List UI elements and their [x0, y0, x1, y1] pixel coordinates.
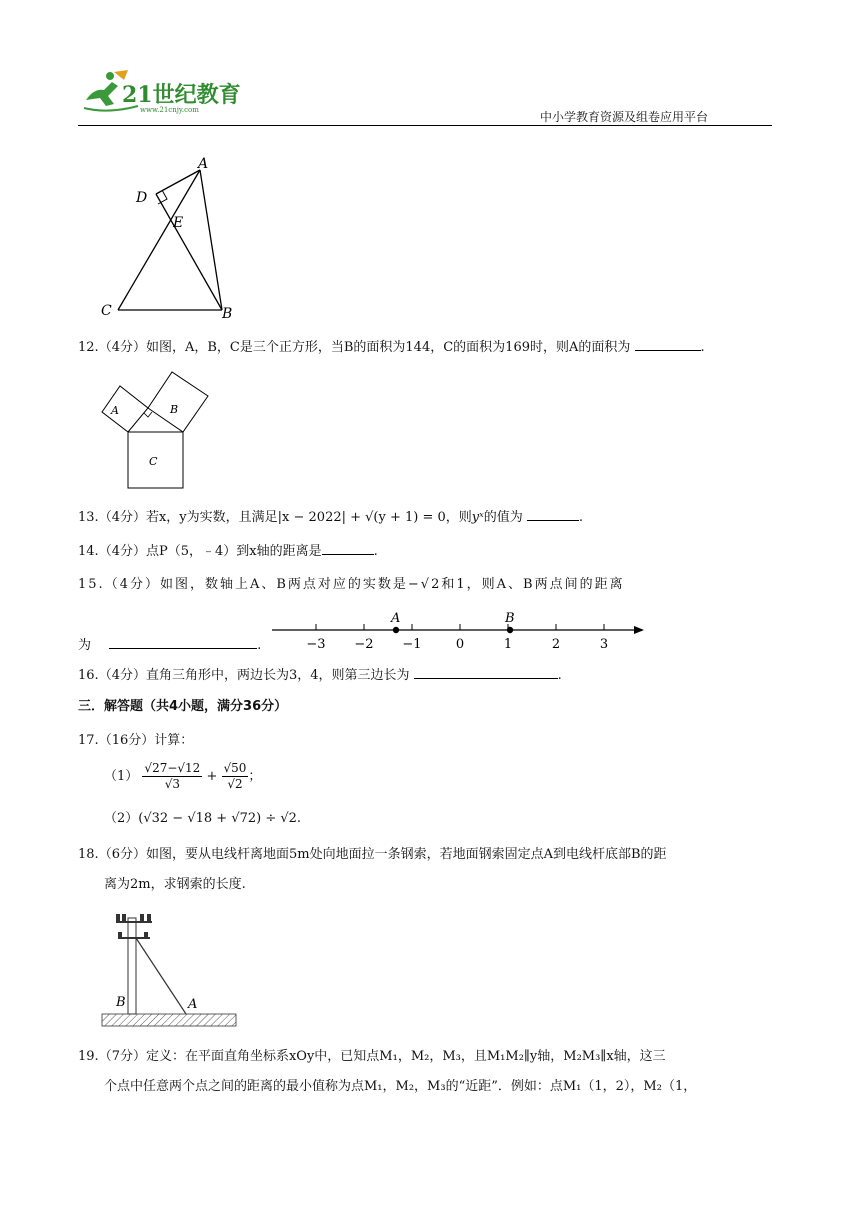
score: （4分）	[98, 340, 146, 355]
question-14	[78, 540, 378, 561]
label-B: B	[222, 306, 233, 322]
logo-url: www.21cnjy.com	[140, 106, 199, 114]
axis-tick-label: −3	[306, 637, 326, 652]
question-text: 如图，数轴上A、B两点对应的实数是−√2和1，则A、B两点间的距离	[159, 577, 625, 592]
answer-blank	[109, 634, 257, 649]
question-18-line2: 离为2m，求钢索的长度.	[104, 877, 246, 892]
question-text: 直角三角形中，两边长为3，4，则第三边长为	[145, 668, 410, 683]
header-divider	[78, 125, 772, 126]
question-text: 如图，A，B，C是三个正方形，当B的面积为144，C的面积为169时，则A的面积为	[145, 340, 631, 355]
period: .	[578, 510, 584, 525]
question-17-part1	[104, 760, 261, 794]
question-19	[78, 1048, 666, 1066]
answer-blank	[414, 664, 558, 679]
label-C: C	[101, 303, 112, 319]
number-line	[270, 606, 650, 654]
label-E: E	[173, 215, 184, 231]
score: （4分）	[98, 510, 146, 525]
question-number: 13.	[78, 510, 99, 525]
logo	[78, 68, 253, 116]
point-A-label: A	[391, 611, 401, 626]
expression: yˣ	[471, 510, 484, 525]
part-label: （2）	[104, 811, 139, 826]
axis-tick-label: −1	[402, 637, 422, 652]
axis-tick-label: 1	[503, 637, 513, 652]
question-number: 14.	[78, 544, 99, 559]
point-A	[393, 627, 399, 633]
question-18	[78, 846, 667, 864]
fraction-2	[222, 761, 249, 792]
platform-title: 中小学教育资源及组卷应用平台	[540, 110, 709, 124]
question-17	[78, 732, 193, 750]
period: .	[700, 340, 705, 355]
question-17-part2	[104, 810, 301, 828]
score: （16分）	[98, 733, 155, 748]
triangle-figure	[98, 150, 248, 322]
axis-tick-label: 2	[551, 637, 561, 652]
question-number: 19.	[78, 1049, 99, 1064]
section-title: 三．解答题（共4小题，满分36分）	[78, 699, 288, 714]
square-B-label: B	[170, 403, 179, 416]
point-B-label: B	[505, 611, 515, 626]
logo-runner-icon	[78, 68, 253, 116]
score: （7分）	[98, 1049, 146, 1064]
logo-text: 21世纪教育	[122, 82, 241, 108]
question-number: 18.	[78, 847, 99, 862]
question-text: 若x，y为实数，且满足	[145, 510, 278, 525]
square-A-label: A	[111, 404, 119, 417]
question-number: 17.	[78, 733, 99, 748]
question-number: 15.	[78, 577, 105, 592]
axis-tick-label: 0	[455, 637, 465, 652]
denominator: √3	[164, 777, 180, 791]
square-C-label: C	[149, 455, 158, 468]
label-B: B	[116, 995, 126, 1010]
question-12	[78, 336, 705, 357]
label-D: D	[136, 190, 148, 206]
axis-tick-label: −2	[354, 637, 374, 652]
answer-blank	[635, 336, 701, 351]
numerator: √27−√12	[144, 761, 201, 775]
question-15-line2	[78, 634, 261, 655]
equation: |x − 2022| + √(y + 1) = 0	[277, 510, 446, 525]
question-text: 点P（5，﹣4）到x轴的距离是	[145, 544, 322, 559]
question-15	[78, 576, 625, 594]
pole-figure	[100, 910, 240, 1030]
score: （6分）	[98, 847, 146, 862]
semicolon: ；	[248, 769, 262, 784]
question-number: 12.	[78, 340, 99, 355]
question-16	[78, 664, 562, 685]
score: （4分）	[104, 577, 160, 592]
answer-blank	[527, 506, 579, 521]
period: .	[557, 668, 562, 683]
fraction-1	[142, 761, 202, 792]
question-19-line2: 个点中任意两个点之间的距离的最小值称为点M₁，M₂，M₃的“近距”．例如：点M₁（1，2），M₂（1，	[104, 1079, 697, 1094]
question-text: ，则	[445, 510, 472, 525]
question-text: 如图，要从电线杆离地面5m处向地面拉一条钢索，若地面钢索固定点A到电线杆底部B的距	[145, 847, 667, 862]
squares-figure	[100, 368, 212, 490]
label-A: A	[198, 156, 209, 172]
label-A: A	[188, 997, 198, 1012]
question-number: 16.	[78, 668, 99, 683]
period: .	[257, 638, 262, 653]
numerator: √50	[223, 761, 247, 775]
question-text: 计算：	[154, 733, 194, 748]
question-text: 的值为	[483, 510, 523, 525]
period: .	[373, 544, 378, 559]
question-13	[78, 506, 583, 527]
plus-sign: +	[206, 769, 218, 784]
score: （4分）	[98, 544, 146, 559]
axis-tick-label: 3	[599, 637, 609, 652]
score: （4分）	[98, 668, 146, 683]
expression: (√32 − √18 + √72) ÷ √2.	[138, 811, 302, 826]
question-text: 为	[78, 638, 92, 653]
part-label: （1）	[104, 769, 139, 784]
point-B	[507, 627, 513, 633]
question-text: 定义：在平面直角坐标系xOy中，已知点M₁，M₂，M₃，且M₁M₂∥y轴，M₂M₃∥x轴，这三	[145, 1049, 666, 1064]
answer-blank	[322, 540, 374, 555]
denominator: √2	[227, 777, 243, 791]
